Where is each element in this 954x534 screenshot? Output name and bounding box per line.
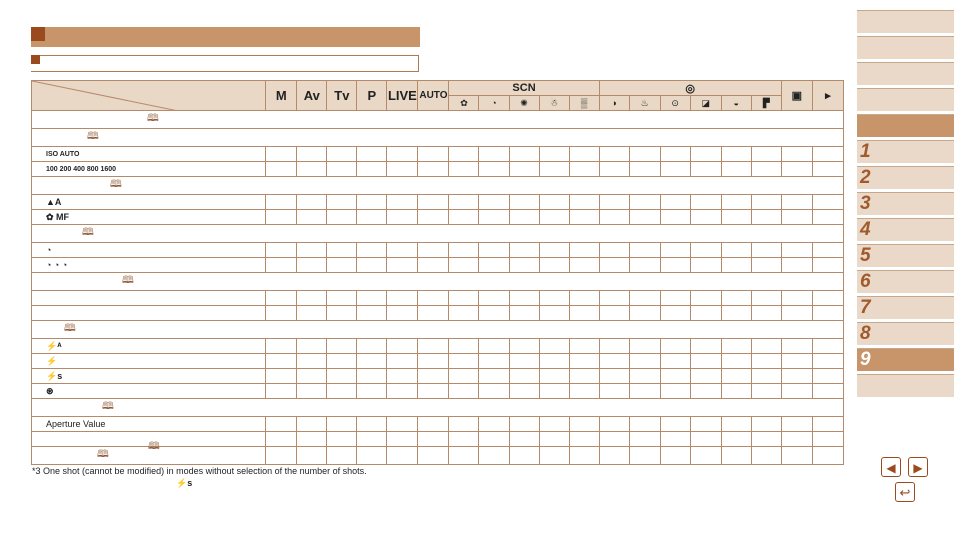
subsection-title-bar (31, 55, 419, 72)
nav-tab-before-use[interactable] (857, 36, 954, 59)
chapter-1-number: 1 (860, 141, 871, 162)
timer-options-row-label: ◔ ◔ ◔ (32, 258, 266, 273)
timer-setting-row-label (32, 306, 266, 321)
section-row (32, 225, 844, 243)
flash-on-row-label: ⚡ (32, 354, 266, 369)
scn-smart-shutter-icon: ◔ (479, 96, 509, 111)
section-row (32, 321, 844, 339)
mode-header-av: Av (297, 81, 327, 111)
creative-soft-focus-icon: ◒ (721, 96, 751, 111)
creative-poster-icon: ▛ (751, 96, 781, 111)
nav-tab-contents[interactable] (857, 114, 954, 137)
section-title-bar (31, 27, 420, 47)
book-icon: 🕮 (64, 323, 76, 334)
creative-miniature-icon: ♨ (629, 96, 660, 111)
iso-auto-row-label: ISO AUTO (32, 147, 266, 162)
book-icon: 🕮 (147, 113, 159, 124)
creative-monochrome-icon: ◪ (690, 96, 721, 111)
mode-header-live: LIVE (387, 81, 418, 111)
nav-tab-cover[interactable] (857, 10, 954, 33)
nav-tab-chapter-4[interactable] (857, 218, 954, 241)
chapter-9-number: 9 (860, 349, 871, 370)
timer-setting-row-label (32, 291, 266, 306)
section-row (32, 273, 844, 291)
chapter-3-number: 3 (860, 193, 871, 214)
nav-tab-chapter-5[interactable] (857, 244, 954, 267)
nav-tab-chapter-6[interactable] (857, 270, 954, 293)
flash-auto-row-label: ⚡ᴬ (32, 339, 266, 354)
scn-portrait-icon: ✿ (449, 96, 479, 111)
book-icon: 🕮 (102, 401, 114, 412)
flash-off-row-label: ⊛ (32, 384, 266, 399)
book-icon: 🕮 (97, 449, 109, 460)
iso-values-row-label: 100 200 400 800 1600 (32, 162, 266, 177)
mode-header-p: P (357, 81, 387, 111)
book-icon: 🕮 (122, 275, 134, 286)
function-availability-table (31, 80, 844, 465)
book-icon: 🕮 (110, 179, 122, 190)
section-row (32, 399, 844, 417)
scn-fireworks-icon: ✺ (509, 96, 539, 111)
chapter-4-number: 4 (860, 219, 871, 240)
nav-tab-chapter-1[interactable] (857, 140, 954, 163)
nav-tab-chapter-3[interactable] (857, 192, 954, 215)
creative-filters-group-header: ◎ (599, 81, 781, 96)
af-row-label: ▲A (32, 195, 266, 210)
chapter-7-number: 7 (860, 297, 871, 318)
chapter-2-number: 2 (860, 167, 871, 188)
chapter-8-number: 8 (860, 323, 871, 344)
title-marker (31, 27, 45, 41)
section-row (32, 177, 844, 195)
nav-tab-chapter-8[interactable] (857, 322, 954, 345)
creative-toy-camera-icon: ⊙ (660, 96, 690, 111)
scn-snow-icon: ☃ (539, 96, 569, 111)
back-button[interactable]: ↩ (895, 482, 915, 502)
aperture-value-row-label: Aperture Value (32, 417, 266, 432)
footnote-3: *3 One shot (cannot be modified) in modes without selection of the number of shots. (32, 466, 367, 476)
subtitle-marker (31, 55, 40, 64)
next-page-button[interactable]: ▶ (908, 457, 928, 477)
scn-low-light-icon: ▒ (569, 96, 599, 111)
mode-header-tv: Tv (327, 81, 357, 111)
nav-tab-advanced-guide[interactable] (857, 88, 954, 111)
chapter-6-number: 6 (860, 271, 871, 292)
flash-slow-sync-icon: ⚡s (176, 478, 193, 488)
mode-header-m: M (266, 81, 297, 111)
timer-off-row-label: ◔ (32, 243, 266, 258)
prev-page-button[interactable]: ◀ (881, 457, 901, 477)
table-corner-header (32, 81, 266, 111)
nav-tab-basic-guide[interactable] (857, 62, 954, 85)
section-row (32, 111, 844, 129)
book-icon: 🕮 (82, 227, 94, 238)
nav-tab-chapter-2[interactable] (857, 166, 954, 189)
section-row (32, 129, 844, 147)
macro-mf-row-label: ✿ MF (32, 210, 266, 225)
nav-tab-chapter-7[interactable] (857, 296, 954, 319)
creative-fisheye-icon: ◑ (599, 96, 629, 111)
nav-tab-index[interactable] (857, 374, 954, 397)
flash-slow-sync-row-label: ⚡s (32, 369, 266, 384)
panorama-mode-icon: ▣ (781, 81, 812, 111)
chapter-5-number: 5 (860, 245, 871, 266)
nav-tab-chapter-9[interactable] (857, 348, 954, 371)
book-icon: 🕮 (148, 441, 160, 452)
book-icon: 🕮 (87, 131, 99, 142)
movie-mode-icon: ▸ (812, 81, 843, 111)
mode-header-auto: AUTO (418, 81, 449, 111)
scn-group-header: SCN (449, 81, 599, 96)
